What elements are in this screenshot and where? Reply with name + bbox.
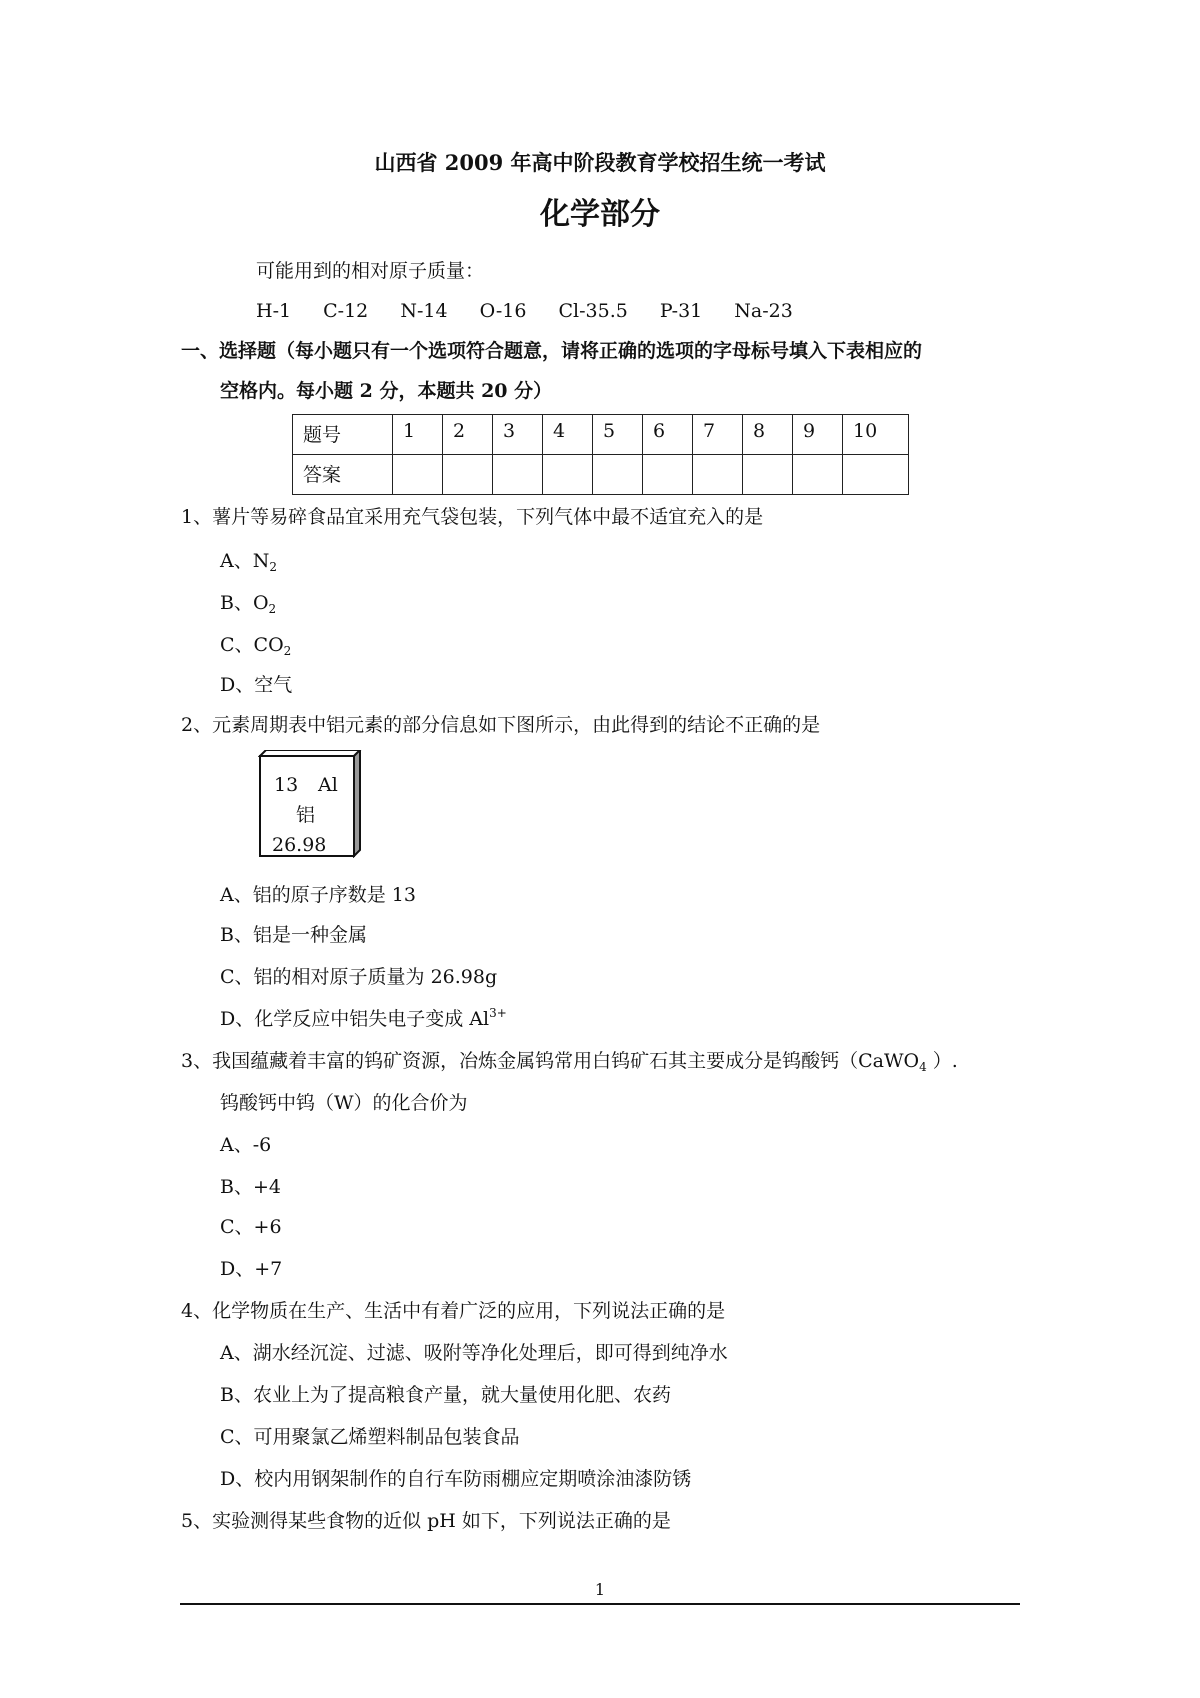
- q3-option-c: C、+6: [220, 1216, 282, 1238]
- exam-title: 山西省 2009 年高中阶段教育学校招生统一考试: [374, 150, 826, 175]
- q4-stem: 4、化学物质在生产、生活中有着广泛的应用，下列说法正确的是: [181, 1300, 726, 1322]
- q3-stem-line1: 3、我国蕴藏着丰富的钨矿资源，冶炼金属钨常用白钨矿石其主要成分是钨酸钙（CaWO$_4$ ）.: [181, 1050, 958, 1074]
- q2-option-d: D、化学反应中铝失电子变成 $Al^{3+}$: [220, 1006, 507, 1030]
- element-name: 铝: [296, 804, 316, 826]
- answer-cell[interactable]: [593, 455, 643, 495]
- q1-option-d: D、空气: [220, 674, 293, 696]
- page-number: 1: [594, 1580, 606, 1599]
- q1-stem: 1、薯片等易碎食品宜采用充气袋包装，下列气体中最不适宜充入的是: [181, 506, 764, 528]
- q1-option-b: B、$O_2$: [220, 592, 277, 616]
- footer-divider: [180, 1603, 1020, 1605]
- atomic-mass-item: C-12: [323, 300, 369, 322]
- q1-option-c: C、$CO_2$: [220, 634, 292, 658]
- question-number-cell: 8: [743, 415, 793, 455]
- question-number-cell: 3: [493, 415, 543, 455]
- q2-stem: 2、元素周期表中铝元素的部分信息如下图所示，由此得到的结论不正确的是: [181, 714, 821, 736]
- question-number-cell: 6: [643, 415, 693, 455]
- q5-stem: 5、实验测得某些食物的近似 pH 如下，下列说法正确的是: [181, 1510, 671, 1532]
- answer-cell[interactable]: [543, 455, 593, 495]
- aluminum-periodic-table-tile: [258, 750, 364, 858]
- atomic-mass-item: N-14: [400, 300, 448, 322]
- q4-option-a: A、湖水经沉淀、过滤、吸附等净化处理后，即可得到纯净水: [220, 1342, 728, 1364]
- q4-option-c: C、可用聚氯乙烯塑料制品包装食品: [220, 1426, 520, 1448]
- atomic-mass-list: [256, 302, 819, 321]
- answer-cell[interactable]: [643, 455, 693, 495]
- table-row: [293, 415, 909, 455]
- exam-subtitle: 化学部分: [540, 197, 660, 232]
- q2-option-c: C、铝的相对原子质量为 26.98g: [220, 966, 498, 988]
- question-number-cell: 10: [843, 415, 909, 455]
- answer-cell[interactable]: [493, 455, 543, 495]
- answer-table: [292, 414, 909, 495]
- q3-stem-line2: 钨酸钙中钨（W）的化合价为: [220, 1092, 468, 1114]
- q3-option-b: B、+4: [220, 1176, 281, 1198]
- answer-cell[interactable]: [693, 455, 743, 495]
- section-heading-line1: 一、选择题（每小题只有一个选项符合题意，请将正确的选项的字母标号填入下表相应的: [181, 340, 923, 362]
- question-number-cell: 5: [593, 415, 643, 455]
- table-header-cell: 答案: [293, 455, 393, 495]
- answer-cell[interactable]: [843, 455, 909, 495]
- q3-option-d: D、+7: [220, 1258, 283, 1280]
- q3-option-a: A、-6: [220, 1134, 272, 1156]
- answer-cell[interactable]: [793, 455, 843, 495]
- table-header-cell: 题号: [293, 415, 393, 455]
- question-number-cell: 1: [393, 415, 443, 455]
- question-number-cell: 4: [543, 415, 593, 455]
- answer-cell[interactable]: [393, 455, 443, 495]
- answer-cell[interactable]: [443, 455, 493, 495]
- atomic-mass-item: Na-23: [734, 300, 793, 322]
- atomic-mass-item: Cl-35.5: [558, 300, 628, 322]
- q1-option-a: A、$N_2$: [220, 550, 277, 574]
- q2-option-b: B、铝是一种金属: [220, 924, 367, 946]
- question-number-cell: 7: [693, 415, 743, 455]
- element-mass: 26.98: [272, 834, 327, 856]
- atomic-mass-intro: 可能用到的相对原子质量：: [256, 260, 485, 282]
- table-row: [293, 455, 909, 495]
- element-atomic-number: 13: [274, 774, 299, 796]
- q4-option-d: D、校内用钢架制作的自行车防雨棚应定期喷涂油漆防锈: [220, 1468, 692, 1490]
- atomic-mass-item: P-31: [659, 300, 703, 322]
- answer-cell[interactable]: [743, 455, 793, 495]
- section-heading-line2: 空格内。每小题 2 分，本题共 20 分）: [220, 380, 553, 402]
- q2-option-a: A、铝的原子序数是 13: [220, 884, 416, 906]
- atomic-mass-item: H-1: [256, 300, 292, 322]
- atomic-mass-item: O-16: [479, 300, 527, 322]
- element-symbol: Al: [318, 774, 338, 796]
- q4-option-b: B、农业上为了提高粮食产量，就大量使用化肥、农药: [220, 1384, 671, 1406]
- question-number-cell: 9: [793, 415, 843, 455]
- question-number-cell: 2: [443, 415, 493, 455]
